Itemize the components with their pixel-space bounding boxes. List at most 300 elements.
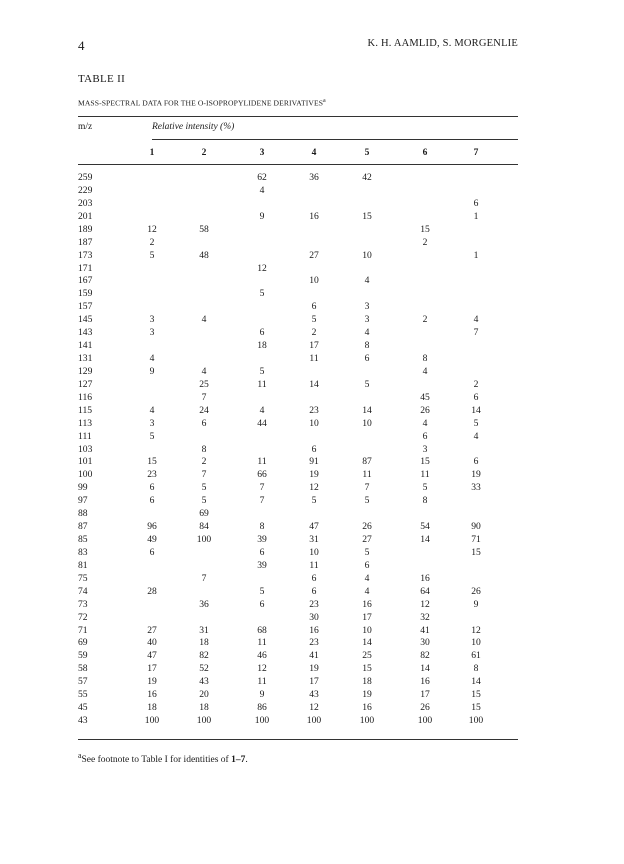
intensity-cell: 5 — [259, 585, 265, 597]
intensity-cell: 5 — [149, 430, 155, 442]
mz-value: 203 — [78, 197, 93, 209]
table-row — [78, 715, 518, 726]
intensity-cell: 16 — [420, 572, 430, 584]
intensity-cell: 4 — [149, 353, 155, 365]
intensity-cell: 24 — [199, 404, 209, 416]
intensity-cell: 6 — [201, 417, 207, 429]
intensity-cell: 6 — [311, 585, 317, 597]
intensity-cell: 39 — [257, 534, 267, 546]
intensity-cell: 23 — [309, 637, 319, 649]
intensity-cell: 54 — [420, 521, 430, 533]
intensity-cell: 1 — [473, 249, 479, 261]
intensity-cell: 19 — [309, 469, 319, 481]
table-row — [78, 275, 518, 286]
intensity-cell: 6 — [259, 546, 265, 558]
intensity-cell: 15 — [362, 663, 372, 675]
intensity-cell: 16 — [362, 598, 372, 610]
intensity-cell: 18 — [199, 702, 209, 714]
intensity-cell: 15 — [362, 210, 372, 222]
intensity-cell: 27 — [309, 249, 319, 261]
table-footnote — [78, 751, 248, 765]
relative-intensity-header: Relative intensity (%) — [152, 122, 235, 132]
intensity-cell: 10 — [309, 275, 319, 287]
intensity-cell: 100 — [196, 715, 212, 727]
intensity-cell: 17 — [147, 663, 157, 675]
footnote-mark: a — [78, 751, 82, 760]
intensity-cell: 6 — [311, 572, 317, 584]
mz-value: 111 — [78, 430, 92, 442]
intensity-cell: 26 — [420, 404, 430, 416]
table-row — [78, 250, 518, 261]
table-top-rule — [78, 116, 518, 117]
table-row — [78, 340, 518, 351]
intensity-cell: 11 — [257, 637, 267, 649]
intensity-cell: 4 — [259, 184, 265, 196]
intensity-cell: 9 — [259, 210, 265, 222]
mz-value: 141 — [78, 340, 93, 352]
table-caption-text: MASS-SPECTRAL DATA FOR THE O-ISOPROPYLIDENE DERIVATIVES — [78, 98, 324, 108]
intensity-cell: 6 — [259, 327, 265, 339]
table-row — [78, 444, 518, 455]
intensity-cell: 68 — [257, 624, 267, 636]
mz-value: 97 — [78, 495, 88, 507]
intensity-cell: 86 — [257, 702, 267, 714]
intensity-cell: 5 — [311, 495, 317, 507]
table-row — [78, 547, 518, 558]
mz-value: 167 — [78, 275, 93, 287]
intensity-cell: 26 — [362, 521, 372, 533]
column-header-1: 1 — [149, 148, 155, 158]
intensity-cell: 31 — [199, 624, 209, 636]
table-row — [78, 353, 518, 364]
mz-value: 101 — [78, 456, 93, 468]
table-caption — [78, 98, 326, 108]
intensity-cell: 100 — [468, 715, 484, 727]
intensity-cell: 4 — [422, 417, 428, 429]
table-row — [78, 599, 518, 610]
intensity-cell: 10 — [362, 624, 372, 636]
intensity-cell: 4 — [473, 314, 479, 326]
intensity-cell: 8 — [364, 340, 370, 352]
intensity-cell: 49 — [147, 534, 157, 546]
intensity-cell: 16 — [420, 676, 430, 688]
intensity-cell: 8 — [422, 353, 428, 365]
table-row — [78, 534, 518, 545]
intensity-cell: 15 — [147, 456, 157, 468]
mz-value: 83 — [78, 546, 88, 558]
intensity-cell: 41 — [309, 650, 319, 662]
mz-value: 103 — [78, 443, 93, 455]
table-row — [78, 676, 518, 687]
table-row — [78, 418, 518, 429]
table-row — [78, 211, 518, 222]
intensity-cell: 8 — [201, 443, 207, 455]
table-row — [78, 586, 518, 597]
footnote-text: See footnote to Table I for identities of — [81, 755, 232, 766]
intensity-cell: 15 — [420, 223, 430, 235]
mz-value: 87 — [78, 521, 88, 533]
intensity-cell: 6 — [311, 301, 317, 313]
intensity-cell: 15 — [471, 702, 481, 714]
table-row — [78, 405, 518, 416]
intensity-cell: 15 — [471, 689, 481, 701]
intensity-cell: 14 — [471, 676, 481, 688]
mz-value: 88 — [78, 508, 88, 520]
intensity-cell: 17 — [362, 611, 372, 623]
intensity-cell: 19 — [471, 469, 481, 481]
intensity-cell: 48 — [199, 249, 209, 261]
intensity-cell: 36 — [309, 172, 319, 183]
table-row — [78, 469, 518, 480]
intensity-cell: 4 — [201, 314, 207, 326]
mz-value: 57 — [78, 676, 88, 688]
table-row — [78, 573, 518, 584]
intensity-cell: 6 — [364, 559, 370, 571]
intensity-cell: 100 — [306, 715, 322, 727]
intensity-cell: 33 — [471, 482, 481, 494]
mz-value: 59 — [78, 650, 88, 662]
intensity-cell: 14 — [420, 534, 430, 546]
intensity-cell: 12 — [309, 702, 319, 714]
intensity-cell: 10 — [309, 546, 319, 558]
intensity-cell: 100 — [417, 715, 433, 727]
intensity-cell: 17 — [309, 676, 319, 688]
intensity-cell: 40 — [147, 637, 157, 649]
intensity-cell: 28 — [147, 585, 157, 597]
intensity-cell: 46 — [257, 650, 267, 662]
intensity-cell: 27 — [362, 534, 372, 546]
intensity-cell: 5 — [201, 495, 207, 507]
column-header-4: 4 — [311, 148, 317, 158]
page-number: 4 — [78, 38, 85, 53]
intensity-cell: 6 — [149, 495, 155, 507]
intensity-cell: 10 — [309, 417, 319, 429]
intensity-cell: 45 — [420, 391, 430, 403]
mz-value: 129 — [78, 365, 93, 377]
intensity-cell: 10 — [471, 637, 481, 649]
intensity-cell: 7 — [201, 391, 207, 403]
intensity-cell: 3 — [149, 314, 155, 326]
intensity-cell: 100 — [254, 715, 270, 727]
intensity-cell: 7 — [201, 572, 207, 584]
table-row — [78, 185, 518, 196]
intensity-cell: 84 — [199, 521, 209, 533]
intensity-cell: 12 — [257, 262, 267, 274]
intensity-cell: 4 — [364, 572, 370, 584]
intensity-cell: 5 — [259, 288, 265, 300]
intensity-cell: 5 — [311, 314, 317, 326]
intensity-cell: 4 — [364, 585, 370, 597]
intensity-cell: 19 — [309, 663, 319, 675]
table-row — [78, 366, 518, 377]
intensity-cell: 19 — [147, 676, 157, 688]
intensity-cell: 16 — [147, 689, 157, 701]
intensity-cell: 3 — [364, 301, 370, 313]
intensity-cell: 4 — [364, 275, 370, 287]
column-header-6: 6 — [422, 148, 428, 158]
intensity-cell: 61 — [471, 650, 481, 662]
mz-value: 58 — [78, 663, 88, 675]
mz-value: 55 — [78, 689, 88, 701]
intensity-cell: 3 — [364, 314, 370, 326]
intensity-cell: 16 — [309, 210, 319, 222]
intensity-cell: 12 — [309, 482, 319, 494]
intensity-cell: 8 — [422, 495, 428, 507]
column-header-5: 5 — [364, 148, 370, 158]
intensity-cell: 91 — [309, 456, 319, 468]
intensity-cell: 5 — [364, 378, 370, 390]
footnote-end: . — [245, 755, 248, 766]
mz-value: 81 — [78, 559, 88, 571]
mz-value: 157 — [78, 301, 93, 313]
table-row — [78, 650, 518, 661]
mz-value: 127 — [78, 378, 93, 390]
intensity-cell: 8 — [259, 521, 265, 533]
intensity-cell: 18 — [362, 676, 372, 688]
intensity-cell: 8 — [473, 663, 479, 675]
intensity-cell: 11 — [257, 676, 267, 688]
intensity-cell: 5 — [473, 417, 479, 429]
intensity-cell: 4 — [473, 430, 479, 442]
intensity-cell: 17 — [420, 689, 430, 701]
intensity-cell: 7 — [473, 327, 479, 339]
intensity-cell: 25 — [362, 650, 372, 662]
column-header-7: 7 — [473, 148, 479, 158]
intensity-cell: 44 — [257, 417, 267, 429]
intensity-cell: 11 — [257, 378, 267, 390]
intensity-cell: 10 — [362, 249, 372, 261]
table-row — [78, 431, 518, 442]
intensity-cell: 6 — [149, 482, 155, 494]
intensity-cell: 4 — [149, 404, 155, 416]
intensity-cell: 14 — [362, 637, 372, 649]
intensity-cell: 12 — [471, 624, 481, 636]
intensity-cell: 96 — [147, 521, 157, 533]
intensity-cell: 5 — [364, 546, 370, 558]
intensity-cell: 69 — [199, 508, 209, 520]
intensity-cell: 12 — [257, 663, 267, 675]
intensity-cell: 23 — [309, 598, 319, 610]
mz-value: 159 — [78, 288, 93, 300]
intensity-cell: 2 — [311, 327, 317, 339]
mz-value: 75 — [78, 572, 88, 584]
intensity-cell: 6 — [473, 391, 479, 403]
intensity-cell: 12 — [147, 223, 157, 235]
intensity-cell: 39 — [257, 559, 267, 571]
table-row — [78, 625, 518, 636]
intensity-cell: 6 — [364, 353, 370, 365]
intensity-cell: 6 — [259, 598, 265, 610]
table-caption-footnote-mark: a — [323, 98, 326, 104]
intensity-cell: 36 — [199, 598, 209, 610]
intensity-cell: 4 — [201, 365, 207, 377]
intensity-cell: 82 — [199, 650, 209, 662]
intensity-cell: 100 — [196, 534, 212, 546]
intensity-cell: 100 — [144, 715, 160, 727]
intensity-cell: 23 — [147, 469, 157, 481]
table-row — [78, 224, 518, 235]
intensity-cell: 18 — [199, 637, 209, 649]
intensity-cell: 14 — [420, 663, 430, 675]
mz-value: 74 — [78, 585, 88, 597]
intensity-cell: 71 — [471, 534, 481, 546]
table-row — [78, 392, 518, 403]
intensity-cell: 52 — [199, 663, 209, 675]
intensity-cell: 19 — [362, 689, 372, 701]
table-row — [78, 301, 518, 312]
table-row — [78, 327, 518, 338]
intensity-cell: 3 — [422, 443, 428, 455]
mz-value: 145 — [78, 314, 93, 326]
intensity-cell: 62 — [257, 172, 267, 183]
intensity-cell: 66 — [257, 469, 267, 481]
intensity-cell: 9 — [149, 365, 155, 377]
intensity-cell: 5 — [364, 495, 370, 507]
intensity-cell: 18 — [147, 702, 157, 714]
intensity-cell: 4 — [364, 327, 370, 339]
intensity-cell: 41 — [420, 624, 430, 636]
table-row — [78, 612, 518, 623]
mz-value: 43 — [78, 715, 88, 727]
mz-value: 100 — [78, 469, 93, 481]
intensity-cell: 2 — [201, 456, 207, 468]
intensity-cell: 4 — [259, 404, 265, 416]
intensity-cell: 5 — [201, 482, 207, 494]
intensity-cell: 5 — [259, 365, 265, 377]
intensity-cell: 2 — [149, 236, 155, 248]
intensity-cell: 7 — [259, 495, 265, 507]
intensity-cell: 82 — [420, 650, 430, 662]
intensity-cell: 23 — [309, 404, 319, 416]
column-header-3: 3 — [259, 148, 265, 158]
intensity-cell: 47 — [147, 650, 157, 662]
intensity-cell: 18 — [257, 340, 267, 352]
intensity-cell: 47 — [309, 521, 319, 533]
table-row — [78, 663, 518, 674]
intensity-cell: 4 — [422, 365, 428, 377]
table-row — [78, 508, 518, 519]
spanner-rule — [152, 139, 518, 140]
table-bottom-rule — [78, 739, 518, 740]
table-row — [78, 198, 518, 209]
intensity-cell: 14 — [471, 404, 481, 416]
intensity-cell: 26 — [420, 702, 430, 714]
intensity-cell: 7 — [259, 482, 265, 494]
intensity-cell: 3 — [149, 327, 155, 339]
intensity-cell: 15 — [420, 456, 430, 468]
intensity-cell: 25 — [199, 378, 209, 390]
mz-value: 189 — [78, 223, 93, 235]
intensity-cell: 9 — [259, 689, 265, 701]
mz-value: 229 — [78, 184, 93, 196]
footnote-compound-range: 1–7 — [231, 755, 246, 766]
intensity-cell: 42 — [362, 172, 372, 183]
intensity-cell: 1 — [473, 210, 479, 222]
intensity-cell: 26 — [471, 585, 481, 597]
intensity-cell: 11 — [309, 559, 319, 571]
intensity-cell: 2 — [422, 236, 428, 248]
intensity-cell: 27 — [147, 624, 157, 636]
mz-value: 85 — [78, 534, 88, 546]
intensity-cell: 11 — [309, 353, 319, 365]
intensity-cell: 5 — [422, 482, 428, 494]
intensity-cell: 6 — [149, 546, 155, 558]
intensity-cell: 100 — [359, 715, 375, 727]
intensity-cell: 7 — [201, 469, 207, 481]
intensity-cell: 11 — [420, 469, 430, 481]
mz-value: 115 — [78, 404, 93, 416]
mz-value: 116 — [78, 391, 93, 403]
running-head: K. H. AAMLID, S. MORGENLIE — [367, 38, 518, 49]
intensity-cell: 64 — [420, 585, 430, 597]
intensity-cell: 87 — [362, 456, 372, 468]
table-row — [78, 172, 518, 183]
intensity-cell: 14 — [309, 378, 319, 390]
mz-value: 143 — [78, 327, 93, 339]
header-bottom-rule — [78, 164, 518, 165]
intensity-cell: 32 — [420, 611, 430, 623]
mz-value: 73 — [78, 598, 88, 610]
intensity-cell: 5 — [149, 249, 155, 261]
intensity-cell: 20 — [199, 689, 209, 701]
intensity-cell: 11 — [257, 456, 267, 468]
table-row — [78, 263, 518, 274]
table-row — [78, 560, 518, 571]
mz-value: 171 — [78, 262, 93, 274]
table-row — [78, 379, 518, 390]
table-row — [78, 689, 518, 700]
table-row — [78, 637, 518, 648]
intensity-cell: 30 — [309, 611, 319, 623]
intensity-cell: 10 — [362, 417, 372, 429]
table-row — [78, 314, 518, 325]
intensity-cell: 6 — [311, 443, 317, 455]
intensity-cell: 31 — [309, 534, 319, 546]
intensity-cell: 30 — [420, 637, 430, 649]
mz-column-header: m/z — [78, 122, 93, 132]
intensity-cell: 17 — [309, 340, 319, 352]
mz-value: 69 — [78, 637, 88, 649]
table-row — [78, 702, 518, 713]
intensity-cell: 6 — [422, 430, 428, 442]
intensity-cell: 2 — [473, 378, 479, 390]
intensity-cell: 14 — [362, 404, 372, 416]
intensity-cell: 16 — [362, 702, 372, 714]
intensity-cell: 58 — [199, 223, 209, 235]
mz-value: 45 — [78, 702, 88, 714]
table-row — [78, 482, 518, 493]
table-row — [78, 521, 518, 532]
mz-value: 72 — [78, 611, 88, 623]
column-header-2: 2 — [201, 148, 207, 158]
mz-value: 259 — [78, 172, 93, 183]
table-row — [78, 237, 518, 248]
intensity-cell: 6 — [473, 456, 479, 468]
table-row — [78, 288, 518, 299]
intensity-cell: 11 — [362, 469, 372, 481]
mz-value: 99 — [78, 482, 88, 494]
intensity-cell: 2 — [422, 314, 428, 326]
intensity-cell: 15 — [471, 546, 481, 558]
table-row — [78, 495, 518, 506]
mz-value: 113 — [78, 417, 93, 429]
intensity-cell: 12 — [420, 598, 430, 610]
mz-value: 173 — [78, 249, 93, 261]
intensity-cell: 43 — [199, 676, 209, 688]
mz-value: 71 — [78, 624, 88, 636]
intensity-cell: 3 — [149, 417, 155, 429]
intensity-cell: 6 — [473, 197, 479, 209]
